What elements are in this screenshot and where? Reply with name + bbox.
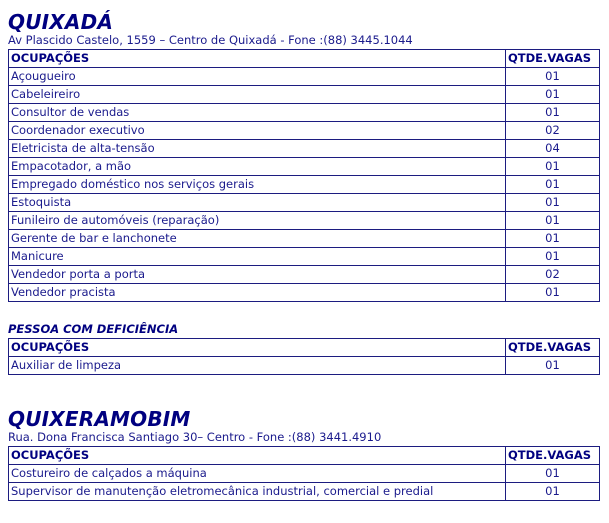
qty-cell: 01 <box>506 483 600 501</box>
occupation-cell: Vendedor porta a porta <box>9 266 506 284</box>
occupation-cell: Empacotador, a mão <box>9 158 506 176</box>
table-row <box>9 248 600 266</box>
table-row <box>9 122 600 140</box>
header-occupations: OCUPAÇÕES <box>9 339 506 357</box>
header-qty: QTDE.VAGAS <box>506 447 600 465</box>
occupation-cell: Estoquista <box>9 194 506 212</box>
qty-cell: 02 <box>506 122 600 140</box>
occupation-cell: Gerente de bar e lanchonete <box>9 230 506 248</box>
qty-cell: 01 <box>506 176 600 194</box>
table-row <box>9 176 600 194</box>
occupation-cell: Auxiliar de limpeza <box>9 357 506 375</box>
table-row <box>9 284 600 302</box>
occupation-cell: Cabeleireiro <box>9 86 506 104</box>
city-address: Rua. Dona Francisca Santiago 30– Centro - Fone :(88) 3441.4910 <box>8 430 382 444</box>
header-occupations: OCUPAÇÕES <box>9 50 506 68</box>
header-occupations: OCUPAÇÕES <box>9 447 506 465</box>
occupation-cell: Manicure <box>9 248 506 266</box>
table-row <box>9 104 600 122</box>
city-address: Av Plascido Castelo, 1559 – Centro de Quixadá - Fone :(88) 3445.1044 <box>8 33 413 47</box>
pcd-table <box>8 338 600 375</box>
qty-cell: 01 <box>506 68 600 86</box>
table-row <box>9 230 600 248</box>
occupation-cell: Supervisor de manutenção eletromecânica industrial, comercial e predial <box>9 483 506 501</box>
qty-cell: 01 <box>506 104 600 122</box>
pcd-title: PESSOA COM DEFICIÊNCIA <box>8 322 179 336</box>
qty-cell: 01 <box>506 465 600 483</box>
occupation-cell: Funileiro de automóveis (reparação) <box>9 212 506 230</box>
table-row <box>9 194 600 212</box>
city-title: QUIXERAMOBIM <box>8 407 191 431</box>
table-row <box>9 357 600 375</box>
table-row <box>9 68 600 86</box>
qty-cell: 01 <box>506 230 600 248</box>
qty-cell: 01 <box>506 248 600 266</box>
occupation-cell: Empregado doméstico nos serviços gerais <box>9 176 506 194</box>
qty-cell: 04 <box>506 140 600 158</box>
table-row <box>9 212 600 230</box>
city-title: QUIXADÁ <box>8 10 114 34</box>
qty-cell: 01 <box>506 212 600 230</box>
occupation-cell: Consultor de vendas <box>9 104 506 122</box>
qty-cell: 01 <box>506 284 600 302</box>
occupation-cell: Eletricista de alta-tensão <box>9 140 506 158</box>
qty-cell: 01 <box>506 86 600 104</box>
table-header-row <box>9 50 600 68</box>
occupation-cell: Costureiro de calçados a máquina <box>9 465 506 483</box>
table-row <box>9 140 600 158</box>
qty-cell: 01 <box>506 194 600 212</box>
table-row <box>9 86 600 104</box>
section-quixeramobim <box>8 407 599 501</box>
header-qty: QTDE.VAGAS <box>506 50 600 68</box>
section-quixada <box>8 10 599 375</box>
vacancies-table <box>8 49 600 302</box>
qty-cell: 02 <box>506 266 600 284</box>
header-qty: QTDE.VAGAS <box>506 339 600 357</box>
qty-cell: 01 <box>506 158 600 176</box>
occupation-cell: Vendedor pracista <box>9 284 506 302</box>
table-row <box>9 266 600 284</box>
table-row <box>9 465 600 483</box>
table-header-row <box>9 447 600 465</box>
table-header-row <box>9 339 600 357</box>
vacancies-table <box>8 446 600 501</box>
qty-cell: 01 <box>506 357 600 375</box>
occupation-cell: Coordenador executivo <box>9 122 506 140</box>
table-row <box>9 483 600 501</box>
table-row <box>9 158 600 176</box>
occupation-cell: Açougueiro <box>9 68 506 86</box>
